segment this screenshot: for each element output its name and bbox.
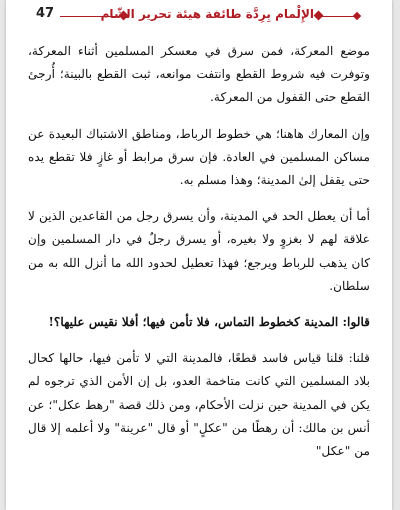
page-number: 47 — [36, 6, 55, 21]
document-page — [6, 0, 392, 510]
header-title: الإِلْمام بِرِدَّة طائفة هيئة تحرير الشّام — [100, 7, 314, 21]
body-text — [28, 40, 370, 476]
answer-paragraph: قلنا: قلنا قياس فاسد قطعًا، فالمدينة التي لا تأمن فيها، حالها كحال بلاد المسلمين التي كانت متاخمة العدو، بل إن الأمن الذي ترجوه لم يكن في المدينة حين نزلت الأحكام، ومن ذلك قصة "رهط عكل"؛ عن أنس بن مالك: أن رهطًا من "عكلٍ" أو قال "عرينة" ولا أعلمه إلا قال من "عكل" — [28, 351, 370, 459]
question-paragraph: قالوا: المدينة كخطوط التماس، فلا تأمن فيها؛ أفلا نقيس عليها؟! — [48, 315, 370, 330]
paragraph: موضع المعركة، فمن سرق في معسكر المسلمين أثناء المعركة، وتوفرت فيه شروط القطع وانتفت موانعه، ثبت القطع بالبينة؛ أُرجئ القطع حتى القفول من المعركة. — [28, 44, 370, 105]
page-header — [36, 6, 370, 26]
diamond-ornament-icon — [353, 12, 361, 20]
header-rule-right — [320, 16, 354, 17]
paragraph: وإن المعارك هاهنا؛ هي خطوط الرباط، ومناطق الاشتباك البعيدة عن مساكن المسلمين في العادة. فإن سرق مرابط أو غازٍ فلا تقطع يده حتى يقفل إلىٰ المدينة؛ وهذا مسلم به. — [28, 126, 370, 188]
paragraph: أما أن يعطل الحد في المدينة، وأن يسرق رجل من القاعدين الذين لا علاقة لهم لا بغزوٍ ولا بغيره، أو يسرق رجلٌ في دار المسلمين وإن كان يذهب للرباط ويرجع؛ فهذا تعطيل لحدود الله ما أنزل الله به من سلطان. — [28, 209, 370, 293]
